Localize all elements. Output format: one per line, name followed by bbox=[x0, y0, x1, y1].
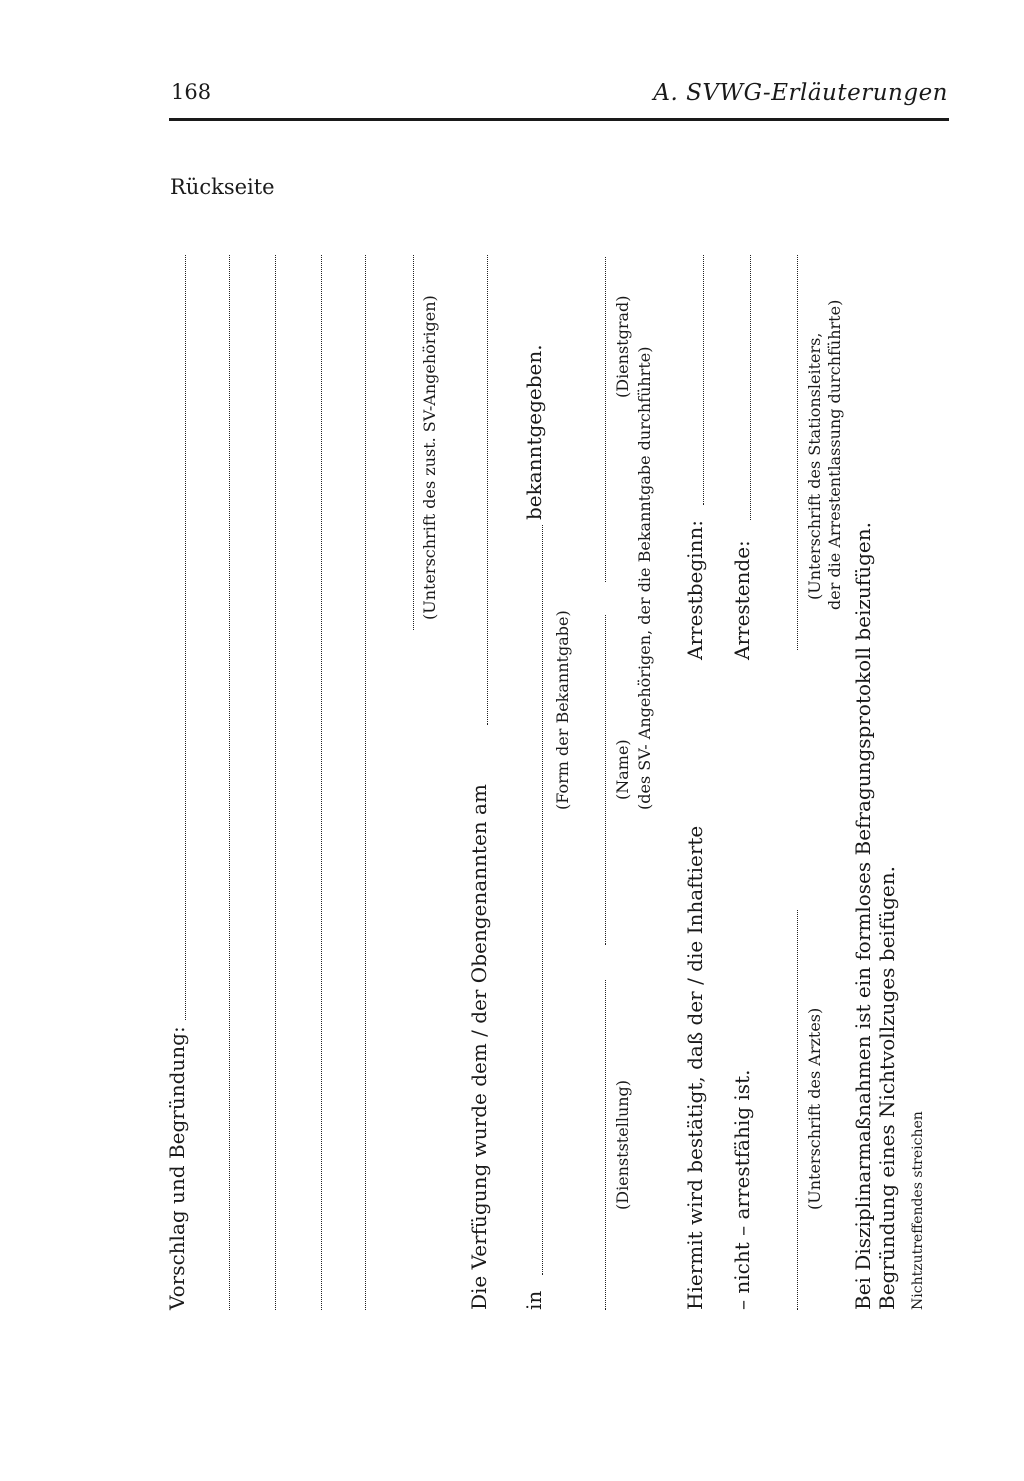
arrest-start-line[interactable] bbox=[703, 255, 704, 505]
doctor-signature-line[interactable] bbox=[797, 910, 798, 1310]
note-line-2: Begründung eines Nichtvollzuges beifügen. bbox=[875, 866, 899, 1310]
arrest-start-label: Arrestbeginn: bbox=[683, 519, 707, 660]
order-date-line[interactable] bbox=[487, 255, 488, 725]
in-label: in bbox=[522, 1290, 546, 1310]
footnote: Nichtzutreffendes streichen bbox=[910, 1111, 926, 1310]
confirm-text: Hiermit wird bestätigt, daß der / die Inhaftierte bbox=[683, 825, 707, 1310]
dienststellung-line[interactable] bbox=[605, 980, 606, 1310]
proposal-line-3[interactable] bbox=[275, 255, 276, 1310]
signature-sv-line[interactable] bbox=[413, 255, 414, 630]
dienstgrad-line[interactable] bbox=[605, 257, 606, 582]
signature-sv-caption: (Unterschrift des zust. SV-Angehörigen) bbox=[420, 295, 439, 620]
sv-caption: (des SV- Angehörigen, der die Bekanntgabe durchführte) bbox=[635, 346, 654, 810]
name-line[interactable] bbox=[605, 615, 606, 945]
note-line-1: Bei Disziplinarmaßnahmen ist ein formloses Befragungsprotokoll beizufügen. bbox=[851, 522, 875, 1310]
side-label: Rückseite bbox=[170, 175, 275, 199]
proposal-line-1[interactable] bbox=[185, 255, 186, 1020]
dienstgrad-caption: (Dienstgrad) bbox=[613, 295, 632, 398]
proposal-line-4[interactable] bbox=[321, 255, 322, 1310]
page-number: 168 bbox=[171, 80, 212, 104]
station-signature-caption-2: der die Arrestentlassung durchführte) bbox=[825, 299, 844, 610]
rotated-form bbox=[165, 260, 926, 1310]
name-caption: (Name) bbox=[613, 739, 632, 800]
station-signature-caption-1: (Unterschrift des Stationsleiters, bbox=[805, 332, 824, 600]
form-announcement-line[interactable] bbox=[542, 525, 543, 1275]
proposal-line-5[interactable] bbox=[365, 255, 366, 1310]
station-signature-line[interactable] bbox=[797, 255, 798, 650]
running-title: A. SVWG-Erläuterungen bbox=[653, 80, 948, 106]
not-fit-text: – nicht – arrestfähig ist. bbox=[730, 1069, 754, 1310]
announced-label: bekanntgegeben. bbox=[522, 344, 546, 520]
arrest-end-label: Arrestende: bbox=[730, 540, 754, 660]
doctor-signature-caption: (Unterschrift des Arztes) bbox=[805, 1007, 824, 1210]
proposal-label: Vorschlag und Begründung: bbox=[165, 1026, 189, 1310]
form-caption: (Form der Bekanntgabe) bbox=[553, 610, 572, 810]
order-text: Die Verfügung wurde dem / der Obengenannten am bbox=[467, 784, 491, 1310]
dienststellung-caption: (Dienststellung) bbox=[613, 1079, 632, 1210]
header-rule bbox=[169, 118, 949, 121]
proposal-line-2[interactable] bbox=[229, 255, 230, 1310]
arrest-end-line[interactable] bbox=[750, 255, 751, 520]
